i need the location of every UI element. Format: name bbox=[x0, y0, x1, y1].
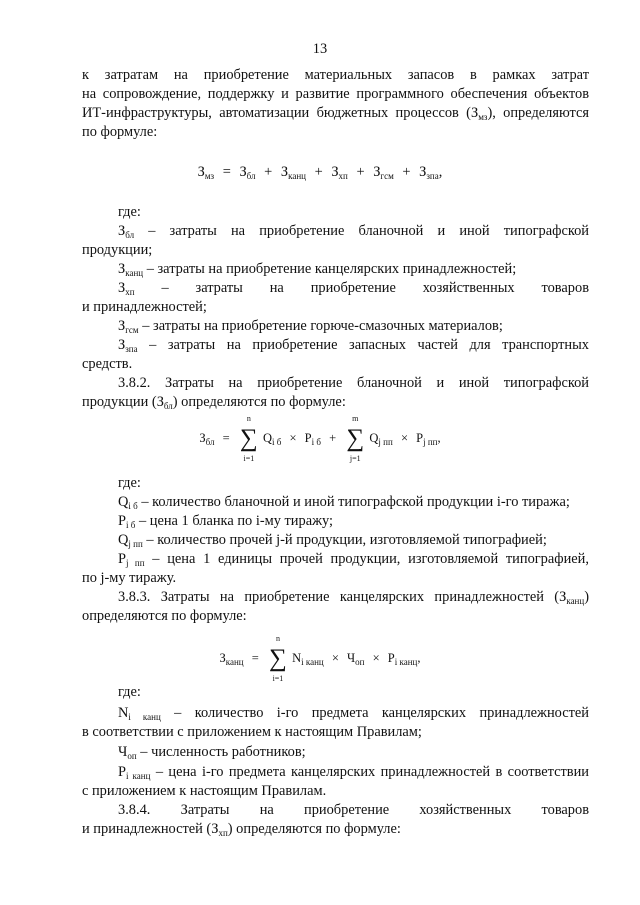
formula-total-materials: $З_{мз} = З_{бл} + З_{канц} + З_{хп} + З_{гсм} + З_{зпа}$, bbox=[197, 164, 443, 181]
section-3-8-2-line-1: 3.8.2. Затраты на приобретение бланочной и иной типографской bbox=[118, 375, 589, 391]
intro-line-1: к затратам на приобретение материальных запасов в рамках затрат bbox=[82, 67, 589, 83]
def-zhp-cont: и принадлежностей; bbox=[82, 299, 207, 315]
section-3-8-4-line-1: 3.8.4. Затраты на приобретение хозяйственных товаров bbox=[118, 802, 589, 818]
def-qjpp: $Q_{j пп}$ – количество прочей j-й продукции, изготовляемой типографией; bbox=[118, 532, 547, 549]
formula-blank-products: $З_{бл}$ = n ∑ i=1 $Q_{i б} \times P_{i б}$ + m ∑ j=1 $Q_{j пп} \times P_{j пп}$, bbox=[199, 414, 441, 463]
page-number: 13 bbox=[312, 41, 328, 57]
sum-sign-1: n ∑ i=1 bbox=[239, 414, 258, 463]
def-zgsm: $З_{гсм}$ – затраты на приобретение горюче-смазочных материалов; bbox=[118, 318, 503, 335]
def-zbl: $З_{бл}$ – затраты на приобретение бланочной и иной типографской bbox=[118, 223, 589, 240]
where-label: где: bbox=[118, 204, 141, 220]
def-pjpp-cont: по j-му тиражу. bbox=[82, 570, 177, 586]
intro-line-3: ИТ-инфраструктуры, автоматизации бюджетных процессов $(З_{мз})$, определяются bbox=[82, 105, 589, 122]
def-zzpa-cont: средств. bbox=[82, 356, 133, 372]
def-zzpa: $З_{зпа}$ – затраты на приобретение запасных частей для транспортных bbox=[118, 337, 589, 354]
formula-stationery: $З_{канц}$ = n ∑ i=1 $N_{i канц} \times Ч_{оп} \times P_{i канц}$, bbox=[219, 634, 421, 683]
section-3-8-3-line-1: 3.8.3. Затраты на приобретение канцелярских принадлежностей $(З_{канц})$ bbox=[118, 589, 589, 606]
intro-line-4: по формуле: bbox=[82, 124, 158, 140]
def-p-kanc: $P_{i канц}$ – цена i-го предмета канцелярских принадлежностей в соответствии bbox=[118, 764, 589, 781]
intro-line-2: на сопровождение, поддержку и развитие программного обеспечения объектов bbox=[82, 86, 589, 102]
def-ch-op: $Ч_{оп}$ – численность работников; bbox=[118, 744, 306, 761]
def-p-kanc-cont: с приложением к настоящим Правилам. bbox=[82, 783, 327, 799]
where-label-3: где: bbox=[118, 684, 141, 700]
def-zkanc: $З_{канц}$ – затраты на приобретение канцелярских принадлежностей; bbox=[118, 261, 517, 278]
def-qib: $Q_{i б}$ – количество бланочной и иной типографской продукции i-го тиража; bbox=[118, 494, 570, 511]
def-pib: $P_{i б}$ – цена 1 бланка по i-му тиражу; bbox=[118, 513, 334, 530]
def-n-kanc: $N_{i канц}$ – количество i-го предмета канцелярских принадлежностей bbox=[118, 705, 589, 722]
where-label-2: где: bbox=[118, 475, 141, 491]
section-3-8-2-line-2: продукции $(З_{бл})$ определяются по формуле: bbox=[82, 394, 346, 411]
def-pjpp: $P_{j пп}$ – цена 1 единицы прочей продукции, изготовляемой типографией, bbox=[118, 551, 589, 568]
def-zhp: $З_{хп}$ – затраты на приобретение хозяйственных товаров bbox=[118, 280, 589, 297]
def-zbl-cont: продукции; bbox=[82, 242, 153, 258]
def-n-kanc-cont: в соответствии с приложением к настоящим Правилам; bbox=[82, 724, 422, 740]
sum-sign-3: n ∑ i=1 bbox=[269, 634, 287, 683]
sum-sign-2: m ∑ j=1 bbox=[346, 414, 365, 463]
section-3-8-4-line-2: и принадлежностей $(З_{хп})$ определяются по формуле: bbox=[82, 821, 401, 838]
section-3-8-3-line-2: определяются по формуле: bbox=[82, 608, 247, 624]
